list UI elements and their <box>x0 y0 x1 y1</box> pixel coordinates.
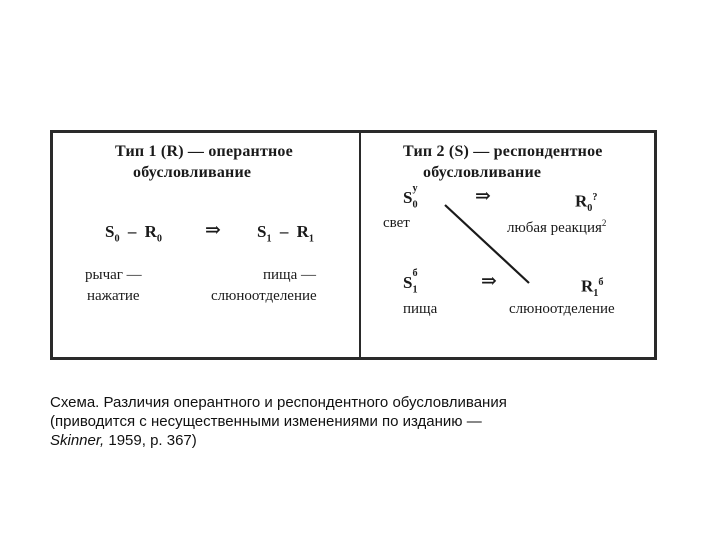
left-s0: $S_0$ <box>105 222 120 245</box>
right-bottom-label-salivation: слюноотделение <box>509 301 615 317</box>
right-top-r0: $R_0^?$ <box>575 191 598 215</box>
left-dash2: – <box>279 222 289 241</box>
left-dash1: – <box>127 222 137 241</box>
caption-line1 <box>50 393 650 412</box>
left-r0: $R_0$ <box>144 222 162 245</box>
diagonal-line <box>445 205 529 283</box>
left-label-lever: рычаг — <box>85 267 142 283</box>
caption-line3-rest: 1959, p. 367) <box>104 432 197 449</box>
right-bottom-r1: $R_1^б$ <box>581 276 604 300</box>
figure-caption <box>50 393 650 450</box>
caption-author: Skinner, <box>50 432 105 449</box>
left-heading-line2: обусловливание <box>133 164 252 181</box>
right-heading-line2: обусловливание <box>423 164 542 181</box>
right-top-arrow: ⇒ <box>475 186 491 207</box>
left-label-food: пища — <box>263 267 317 283</box>
right-top-s0: S y $_0$ <box>403 183 418 211</box>
caption-keyword: Схема <box>50 394 96 411</box>
right-bottom-arrow: ⇒ <box>481 271 497 292</box>
left-label-salivation: слюноотделение <box>211 288 317 304</box>
caption-line1-rest: . Различия оперантного и респондентного обусловливания <box>95 394 507 411</box>
left-heading-line1: Тип 1 (R) — оперантное <box>115 143 293 160</box>
right-bottom-s1: S б $_1$ <box>403 268 418 296</box>
right-heading-line1: Тип 2 (S) — респондентное <box>403 143 603 160</box>
right-bottom-label-food: пища <box>403 301 438 317</box>
left-s1: $S_1$ <box>257 222 272 245</box>
left-arrow: ⇒ <box>205 220 221 241</box>
caption-line2: (приводится с несущественными изменениями по изданию — <box>50 413 482 430</box>
scheme-figure <box>50 130 657 360</box>
left-label-press: нажатие <box>87 288 140 304</box>
right-top-label-any-reaction: любая реакция$^2$ <box>507 218 607 236</box>
diagonal-connector <box>53 133 654 357</box>
left-r1: $R_1$ <box>296 222 314 245</box>
right-top-label-light: свет <box>383 215 410 231</box>
caption-line3 <box>50 431 650 450</box>
